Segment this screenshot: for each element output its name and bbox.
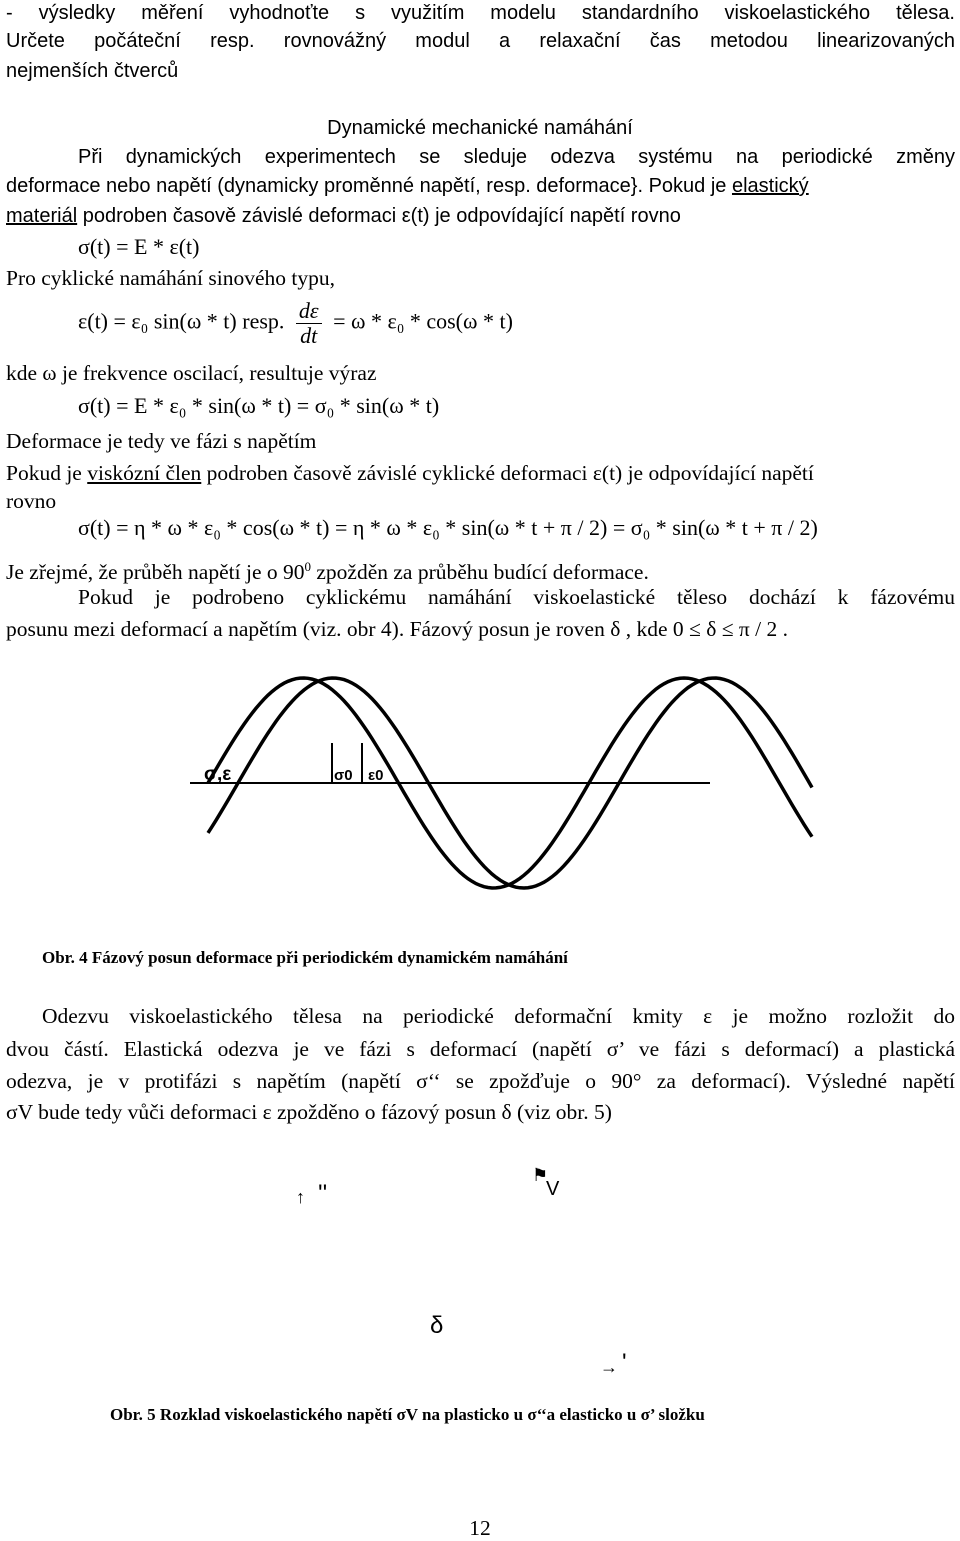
section-para-line-2-text: deformace nebo napětí (dynamicky proměnné napětí, resp. deformace}. Pokud je bbox=[6, 175, 727, 197]
delay-sup: 0 bbox=[304, 559, 311, 574]
equation-viscous-stress: σ(t) = η * ω * ε₀ * cos(ω * t) = η * ω * ε₀ * sin(ω * t + π / 2) = σ₀ * sin(ω * t + π / 2) bbox=[78, 515, 818, 540]
viscous-line-2: rovno bbox=[6, 489, 57, 513]
section-para-line-1: Při dynamických experimentech se sleduje odezva systému na periodické změny bbox=[78, 146, 955, 168]
intro-line-3: nejmenších čtverců bbox=[6, 60, 179, 82]
kde-text: kde ω je frekvence oscilací, resultuje výraz bbox=[6, 361, 377, 385]
fraction-numerator: dε bbox=[296, 299, 322, 324]
viscous-text-b: podroben časově závislé cyklické deformaci ε(t) je odpovídající napětí bbox=[201, 461, 814, 485]
eps0-label: ε0 bbox=[368, 767, 384, 784]
response-line-3: odezva, je v protifázi s napětím (napětí σ‘‘ se zpožďuje o 90° za deformací). Výsledné napětí bbox=[6, 1069, 955, 1093]
sigma-single-label: ' bbox=[622, 1349, 627, 1376]
equation-elastic: σ(t) = E * ε(t) bbox=[78, 234, 200, 259]
equation-deformation-left: ε(t) = ε₀ sin(ω * t) resp. bbox=[78, 308, 285, 334]
axis-label: σ,ε bbox=[204, 764, 232, 785]
sv-symbol-icon: ⚑ bbox=[532, 1165, 549, 1185]
sigma0-label: σ0 bbox=[334, 767, 353, 784]
equation-elastic-stress: σ(t) = E * ε₀ * sin(ω * t) = σ₀ * sin(ω * t) bbox=[78, 393, 440, 418]
response-line-2: dvou částí. Elastická odezva je ve fázi s deformací (napětí σ’ ve fázi s deformací) a plastická bbox=[6, 1037, 955, 1061]
equation-deformation-right: = ω * ε₀ * cos(ω * t) bbox=[333, 308, 513, 334]
section-para-line-3 bbox=[6, 203, 681, 229]
phase-line-1: Pokud je podrobeno cyklickému namáhání viskoelastické těleso dochází k fázovému bbox=[78, 585, 955, 609]
delay-text-b: zpožděn za průběhu budící deformace. bbox=[310, 560, 649, 585]
delay-text bbox=[6, 554, 649, 585]
delay-text-a: Je zřejmé, že průběh napětí je o 90 bbox=[6, 560, 305, 585]
intro-line-2: Určete počáteční resp. rovnovážný modul a relaxační čas metodou linearizovaných bbox=[6, 30, 955, 52]
sigma-viscous-mark: ↑ bbox=[296, 1187, 305, 1207]
figure-4-caption: Obr. 4 Fázový posun deformace při periodickém dynamickém namáhání bbox=[42, 948, 568, 967]
deform-phase-text: Deformace je tedy ve fázi s napětím bbox=[6, 429, 317, 453]
fraction-denominator: dt bbox=[300, 323, 318, 348]
viscous-link: viskózní člen bbox=[87, 461, 202, 485]
elastic-link: elastický bbox=[731, 175, 809, 197]
sigma-elastic-mark: → bbox=[600, 1357, 618, 1377]
viscous-text-a: Pokud je bbox=[6, 461, 88, 485]
response-line-1: Odezvu viskoelastického tělesa na periodické deformační kmity ε je možno rozložit do bbox=[42, 1004, 955, 1028]
viscous-line-1 bbox=[6, 460, 814, 486]
section-heading: Dynamické mechanické namáhání bbox=[327, 117, 633, 139]
section-para-line-3-text: podroben časově závislé deformaci ε(t) je odpovídající napětí rovno bbox=[82, 205, 681, 227]
phase-line-2: posunu mezi deformací a napětím (viz. obr 4). Fázový posun je roven δ , kde 0 ≤ δ ≤ π / 2 . bbox=[6, 617, 788, 641]
intro-line-1: - výsledky měření vyhodnoťte s využitím modelu standardního viskoelastického tělesa. bbox=[6, 2, 955, 24]
figure-4-phase-shift bbox=[190, 658, 830, 923]
cyclic-text: Pro cyklické namáhání sinového typu, bbox=[6, 266, 335, 290]
figure-5-caption: Obr. 5 Rozklad viskoelastického napětí σV na plasticko u σ‘‘a elasticko u σ’ složku bbox=[110, 1405, 705, 1424]
delta-label: δ bbox=[430, 1312, 444, 1339]
response-line-4: σV bude tedy vůči deformaci ε zpožděno o fázový posun δ (viz obr. 5) bbox=[6, 1100, 612, 1124]
section-para-line-2 bbox=[6, 173, 809, 199]
sv-label: V bbox=[546, 1178, 560, 1200]
material-link: materiál bbox=[6, 205, 78, 227]
derivative-fraction bbox=[296, 299, 322, 348]
equation-deformation bbox=[78, 299, 513, 348]
sigma-dd-label: '' bbox=[318, 1180, 328, 1207]
page-number: 12 bbox=[469, 1516, 491, 1540]
figure-5-stress-decomposition bbox=[260, 1155, 627, 1395]
